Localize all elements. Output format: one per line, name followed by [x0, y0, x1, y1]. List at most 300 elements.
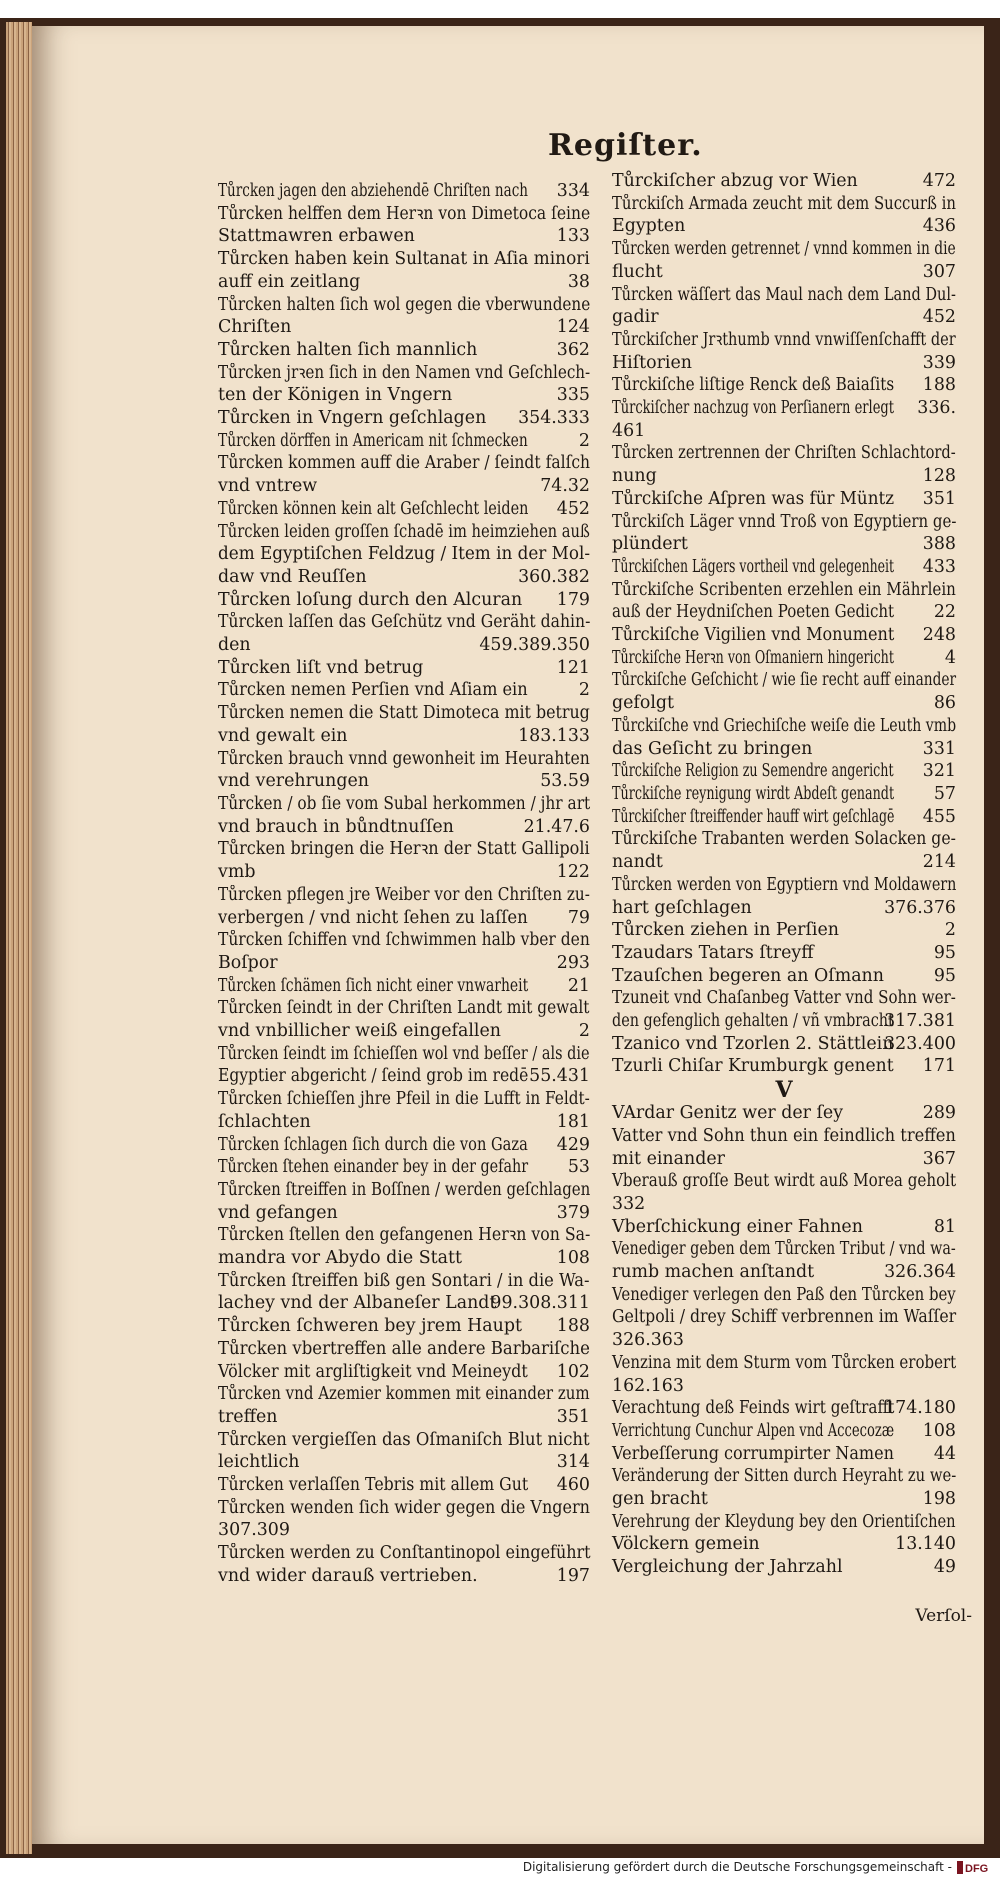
index-entry	[612, 783, 956, 806]
page-reference: 133	[556, 226, 590, 247]
page-reference: 108	[922, 1420, 956, 1441]
index-entry	[218, 294, 590, 317]
page-reference: 367	[922, 1148, 956, 1169]
page-reference: 429	[556, 1134, 590, 1155]
entry-text: Tůrckiſche Trabanten werden Solacken ge-	[612, 829, 956, 850]
index-entry	[612, 1556, 956, 1579]
index-entry	[612, 692, 956, 715]
index-entry	[218, 770, 590, 793]
page-reference: 171	[922, 1056, 956, 1077]
entry-text: Tůrckiſch Armada zeucht mit dem Succurß in	[612, 193, 956, 214]
index-entry	[612, 1261, 956, 1284]
entry-text: Tůrcken wäſſert das Maul nach dem Land Dul-	[612, 284, 956, 305]
entry-text: Tůrcken ſeindt in der Chriſten Landt mit gewalt	[218, 998, 590, 1019]
index-entry	[612, 919, 956, 942]
page-reference: 53.59	[540, 771, 590, 792]
index-entry	[612, 987, 956, 1010]
page-reference: 21.47.6	[523, 816, 590, 837]
entry-text: Vberſchickung einer Fahnen	[612, 1216, 863, 1237]
page-reference: 351	[556, 1406, 590, 1427]
index-entry	[612, 647, 956, 670]
index-entry	[612, 193, 956, 216]
entry-text: Tůrckiſcher nachzug von Perſianern erlegt	[612, 398, 895, 419]
index-entry	[218, 589, 590, 612]
entry-text: Venediger geben dem Tůrcken Tribut / vnd wa-	[612, 1239, 956, 1260]
entry-text: Tůrcken werden getrennet / vnnd kommen in die	[612, 239, 956, 260]
entry-text: VArdar Genitz wer der ſey	[612, 1103, 844, 1124]
index-entry	[218, 1156, 590, 1179]
entry-text: 332	[612, 1193, 646, 1214]
entry-text: Tůrcken ſtreiffen biß gen Sontari / in die Wa-	[218, 1270, 590, 1291]
index-entry	[218, 725, 590, 748]
entry-text: Tůrcken ſtellen den gefangenen Herꝛn von Sa-	[218, 1225, 591, 1246]
entry-text: Tzaudars Tatars ſtreyff	[612, 942, 814, 963]
entry-text: Tůrcken pflegen jre Weiber vor den Chriſten zu-	[218, 884, 590, 905]
entry-text: Tůrckiſcher ſtreiffender hauff wirt geſchlagē	[612, 806, 895, 827]
page-reference: 2	[578, 430, 590, 451]
entry-text: nung	[612, 466, 657, 487]
entry-text: Tůrcken können kein alt Geſchlecht leiden	[218, 498, 529, 519]
index-entry	[218, 952, 590, 975]
entry-text: rumb machen anſtandt	[612, 1262, 815, 1283]
index-entry	[612, 1170, 956, 1193]
index-entry	[612, 1352, 956, 1375]
index-entry	[218, 997, 590, 1020]
entry-text: Tůrcken laſſen das Geſchütz vnd Geräht dahin-	[218, 612, 591, 633]
page-reference: 181	[556, 1111, 590, 1132]
index-entry	[612, 488, 956, 511]
page-reference: 122	[556, 862, 590, 883]
page-reference: 81	[933, 1216, 956, 1237]
index-entry	[218, 793, 590, 816]
entry-text: vnd verehrungen	[218, 771, 369, 792]
entry-text: Völckern gemein	[612, 1534, 760, 1555]
page-reference: 335	[556, 385, 590, 406]
page-reference: 314	[556, 1452, 590, 1473]
section-letter: V	[775, 1077, 793, 1104]
index-entry	[218, 1292, 590, 1315]
entry-text: Tůrcken zertrennen der Chriſten Schlachtord-	[612, 443, 956, 464]
page-reference: 459.389.350	[479, 635, 590, 656]
entry-text: Geltpoli / drey Schiff verbrennen im Waſſer	[612, 1307, 957, 1328]
page-reference: 49	[933, 1557, 956, 1578]
index-entry	[612, 601, 956, 624]
entry-text: Tůrcken haben kein Sultanat in Aſia minori	[218, 249, 590, 270]
dfg-logo	[956, 1859, 994, 1876]
entry-text: auß der Heydniſchen Poeten Gedicht	[612, 602, 895, 623]
entry-text: Vberauß groſſe Beut wirdt auß Morea geholt	[612, 1171, 957, 1192]
page-reference: 53	[567, 1157, 590, 1178]
entry-text: Tůrcken ſtehen einander bey in der gefahr	[218, 1157, 529, 1178]
index-entry	[218, 929, 590, 952]
entry-text: Tzauſchen begeren an Oſmann	[612, 965, 884, 986]
page-reference: 179	[556, 589, 590, 610]
page-reference: 452	[556, 498, 590, 519]
entry-text: Tůrcken werden zu Conſtantinopol eingeführt	[218, 1543, 591, 1564]
entry-text: Tůrcken loſung durch den Alcuran	[218, 589, 523, 610]
index-entry	[612, 669, 956, 692]
page-reference: 108	[556, 1248, 590, 1269]
index-entry	[218, 180, 590, 203]
page-reference: 334	[556, 181, 590, 201]
index-entry	[612, 942, 956, 965]
index-entry	[218, 679, 590, 702]
index-entry	[218, 1497, 590, 1520]
entry-text: Tzuneit vnd Chaſanbeg Vatter vnd Sohn wer-	[612, 988, 956, 1009]
index-entry	[612, 511, 956, 534]
index-entry	[218, 634, 590, 657]
index-entry	[218, 1542, 590, 1565]
index-entry	[218, 611, 590, 634]
entry-text: mit einander	[612, 1148, 725, 1169]
page-reference: 188	[556, 1316, 590, 1337]
index-entry	[612, 306, 956, 329]
index-entry	[612, 1284, 956, 1307]
page-reference: 79	[567, 907, 590, 928]
index-entry	[612, 1216, 956, 1239]
entry-text: vnd gewalt ein	[218, 725, 348, 746]
entry-text: hart geſchlagen	[612, 897, 752, 918]
index-entry	[218, 1429, 590, 1452]
index-entry	[612, 1148, 956, 1171]
entry-text: Hiſtorien	[612, 352, 692, 373]
entry-text: mandra vor Abydo die Statt	[218, 1248, 462, 1269]
index-entry	[218, 1088, 590, 1111]
entry-text: Stattmawren erbawen	[218, 226, 415, 247]
entry-text: Tůrckiſche Vigilien vnd Monument	[612, 625, 895, 646]
page-reference: 188	[922, 375, 956, 396]
page-reference: 248	[922, 625, 956, 646]
entry-text: ten der Königen in Vngern	[218, 385, 453, 406]
entry-text: das Geſicht zu bringen	[612, 738, 813, 759]
page-reference: 128	[922, 466, 956, 487]
entry-text: vnd wider darauß vertrieben.	[218, 1565, 478, 1586]
index-entry	[612, 1193, 956, 1216]
entry-text: gadir	[612, 307, 659, 328]
page-reference: 307	[922, 261, 956, 282]
index-entry	[218, 543, 590, 566]
entry-text: Tůrcken nemen Perſien vnd Aſiam ein	[218, 680, 528, 701]
page-reference: 2	[578, 1021, 590, 1042]
index-entry	[612, 1033, 956, 1056]
index-entry	[218, 1043, 590, 1066]
index-entry	[612, 420, 956, 443]
page-reference: 4	[944, 647, 956, 668]
index-entry	[218, 1134, 590, 1157]
index-entry	[218, 407, 590, 430]
index-entry	[612, 624, 956, 647]
page-reference: 124	[556, 317, 590, 338]
index-entry	[218, 861, 590, 884]
page-reference: 293	[556, 952, 590, 973]
page-reference: 198	[922, 1489, 956, 1510]
entry-text: vmb	[218, 862, 256, 883]
index-entry	[218, 1247, 590, 1270]
page-reference: 289	[922, 1103, 956, 1124]
entry-text: Tůrcken leiden groſſen ſchadē im heimziehen auß	[218, 521, 590, 542]
index-entry	[612, 1329, 956, 1352]
page-reference: 436	[922, 216, 956, 237]
entry-text: Tůrcken helffen dem Herꝛn von Dimetoca ſeine	[218, 203, 591, 224]
page-reference: 354.333	[518, 408, 590, 429]
entry-text: Verachtung deß Feinds wirt geſtrafft	[612, 1398, 895, 1419]
page-reference: 379	[556, 1202, 590, 1223]
entry-text: Tůrckiſcher abzug vor Wien	[612, 171, 858, 191]
index-entry	[612, 1055, 956, 1078]
page-reference: 388	[922, 534, 956, 555]
entry-text: Tzurli Chiſar Krumburgk genent	[612, 1056, 894, 1077]
entry-text: lachey vnd der Albaneſer Landt	[218, 1293, 497, 1314]
entry-text: Egyptier abgericht / ſeind grob im redē	[218, 1066, 529, 1087]
entry-text: Tůrcken / ob ſie vom Subal herkommen / jhr art	[218, 793, 591, 814]
page-reference: 57	[933, 783, 956, 804]
page-reference: 2	[944, 920, 956, 941]
index-entry	[218, 1065, 590, 1088]
entry-text: auff ein zeitlang	[218, 271, 361, 292]
index-entry	[218, 521, 590, 544]
entry-text: Tůrcken ſtreiffen in Boſſnen / werden geſchlagen	[218, 1179, 591, 1200]
entry-text: Tůrckiſche liſtige Renck deß Baiaſits	[612, 375, 895, 396]
page-reference: 214	[922, 852, 956, 873]
page-reference: 74.32	[540, 476, 590, 497]
entry-text: Tůrcken jagen den abziehendē Chriſten nach	[218, 181, 529, 201]
index-entry	[218, 1565, 590, 1588]
entry-text: dem Egyptiſchen Feldzug / Item in der Mol-	[218, 544, 591, 565]
entry-text: 307.309	[218, 1520, 290, 1541]
entry-text: Tůrcken halten ſich wol gegen die vberwundene	[218, 294, 591, 315]
index-entry	[218, 975, 590, 998]
index-entry	[218, 816, 590, 839]
funding-note: Digitalisierung gefördert durch die Deutsche Forschungsgemeinschaft -	[522, 1860, 952, 1874]
page-reference: 21	[567, 975, 590, 996]
index-entry	[218, 1474, 590, 1497]
index-entry	[218, 1361, 590, 1384]
page-reference: 13.140	[895, 1534, 956, 1555]
entry-text: vnd vnbillicher weiß eingefallen	[218, 1021, 501, 1042]
page-reference: 38	[567, 271, 590, 292]
index-entry	[612, 374, 956, 397]
index-entry	[612, 1420, 956, 1443]
index-entry	[612, 238, 956, 261]
index-entry	[218, 748, 590, 771]
page-reference: 433	[922, 556, 956, 577]
page-reference: 2	[578, 680, 590, 701]
entry-text: 326.363	[612, 1330, 684, 1351]
index-entry	[612, 1397, 956, 1420]
index-entry	[612, 329, 956, 352]
index-entry	[218, 566, 590, 589]
page-reference: 376.376	[884, 897, 956, 918]
index-entry	[612, 170, 956, 193]
entry-text: Tůrcken werden von Egyptiern vnd Moldawern	[612, 874, 957, 895]
index-entry	[612, 760, 956, 783]
index-entry	[218, 339, 590, 362]
entry-text: Tůrckiſche Aſpren was für Müntz	[612, 488, 895, 509]
entry-text: Tůrcken vbertreffen alle andere Barbariſche	[218, 1338, 590, 1359]
entry-text: gefolgt	[612, 693, 675, 714]
index-entry	[612, 284, 956, 307]
entry-text: Egypten	[612, 216, 686, 237]
index-entry	[218, 657, 590, 680]
index-entry	[612, 352, 956, 375]
entry-text: Tůrckiſche Herꝛn von Oſmaniern hingericht	[612, 647, 894, 668]
index-entry	[612, 556, 956, 579]
running-head: Regiſter.	[548, 128, 703, 163]
entry-text: ſchlachten	[218, 1111, 311, 1132]
entry-text: Tůrcken bringen die Herꝛn der Statt Gallipoli	[218, 839, 590, 860]
index-entry	[218, 1202, 590, 1225]
entry-text: Tůrckiſcher Jrꝛthumb vnnd vnwiſſenſchafft der	[612, 329, 956, 350]
index-entry	[218, 1111, 590, 1134]
index-entry	[612, 1306, 956, 1329]
page-reference: 323.400	[884, 1033, 956, 1054]
entry-text: den	[218, 635, 251, 656]
entry-text: Tůrcken vnd Azemier kommen mit einander zum	[218, 1384, 590, 1405]
entry-text: Tůrcken halten ſich mannlich	[218, 339, 478, 360]
entry-text: Tůrcken vergieſſen das Oſmaniſch Blut nicht	[218, 1429, 590, 1450]
entry-text: Tůrckiſche vnd Griechiſche weiſe die Leuth vmb	[612, 715, 957, 736]
entry-text: Verbeſſerung corrumpirter Namen	[612, 1443, 894, 1464]
index-entry	[612, 465, 956, 488]
page-reference: 95	[933, 942, 956, 963]
page-reference: 331	[922, 738, 956, 759]
index-entry	[218, 225, 590, 248]
index-entry	[218, 1224, 590, 1247]
entry-text: Tůrckiſch Läger vnnd Troß von Egyptiern ge-	[612, 511, 957, 532]
index-entry	[218, 1315, 590, 1338]
index-entry	[218, 1020, 590, 1043]
entry-text: Tůrckiſche Scribenten erzehlen ein Mährlein	[612, 579, 956, 600]
index-entry	[218, 1519, 590, 1542]
entry-text: Tůrcken brauch vnnd gewonheit im Heurahten	[218, 748, 590, 769]
index-entry	[218, 838, 590, 861]
entry-text: Tůrckiſche Religion zu Semendre angericht	[612, 761, 894, 782]
index-entry	[612, 828, 956, 851]
index-entry	[218, 884, 590, 907]
entry-text: Chriſten	[218, 317, 292, 338]
index-entry	[612, 715, 956, 738]
index-entry	[612, 851, 956, 874]
index-entry	[218, 203, 590, 226]
entry-text: Tůrcken kommen auff die Araber / ſeindt falſch	[218, 453, 591, 474]
index-entry	[612, 1533, 956, 1556]
right-index-column	[612, 170, 956, 1579]
index-entry	[612, 1375, 956, 1398]
page-reference: 472	[922, 171, 956, 191]
index-entry	[218, 452, 590, 475]
page-reference: 336.	[917, 398, 956, 419]
page-reference: 102	[556, 1361, 590, 1382]
entry-text: Tůrcken ſchlagen ſich durch die von Gaza	[218, 1134, 528, 1155]
page-reference: 317.381	[884, 1011, 956, 1032]
index-entry	[612, 1102, 956, 1125]
entry-text: den gefenglich gehalten / vñ vmbracht	[612, 1011, 894, 1032]
index-entry	[612, 261, 956, 284]
page-reference: 452	[922, 307, 956, 328]
entry-text: Tůrcken wenden ſich wider gegen die Vngern	[218, 1497, 591, 1518]
index-entry	[612, 874, 956, 897]
index-entry	[218, 475, 590, 498]
page-reference: 44	[933, 1443, 956, 1464]
entry-text: Tůrckiſchen Lägers vortheil vnd gelegenheit	[612, 556, 895, 577]
entry-text: Venediger verlegen den Paß den Tůrcken bey	[612, 1284, 956, 1305]
entry-text: vnd gefangen	[218, 1202, 338, 1223]
page-reference: 455	[922, 806, 956, 827]
index-entry	[218, 498, 590, 521]
page-reference: 121	[556, 657, 590, 678]
entry-text: 162.163	[612, 1375, 684, 1396]
index-entry	[218, 1179, 590, 1202]
entry-text: daw vnd Reuſſen	[218, 566, 367, 587]
footer-bar	[0, 1858, 1000, 1878]
entry-text: Tůrcken ſchämen ſich nicht einer vnwarheit	[218, 975, 529, 996]
page-reference: 174.180	[884, 1398, 956, 1419]
index-entry	[612, 579, 956, 602]
index-entry	[218, 1338, 590, 1361]
page-reference: 460	[556, 1475, 590, 1496]
entry-text: Verrichtung Cunchur Alpen vnd Accecozæ	[612, 1420, 895, 1441]
dfg-logo-text: DFG	[965, 1863, 989, 1875]
index-entry	[612, 897, 956, 920]
entry-text: Boſpor	[218, 952, 278, 973]
page-edges	[6, 22, 32, 1854]
page-reference: 360.382	[518, 566, 590, 587]
entry-text: Völcker mit argliſtigkeit vnd Meineydt	[218, 1361, 528, 1382]
entry-text: treffen	[218, 1406, 278, 1427]
index-entry	[218, 384, 590, 407]
index-entry	[218, 1383, 590, 1406]
page-reference: 55.431	[529, 1066, 590, 1087]
index-entry	[612, 1238, 956, 1261]
entry-text: Tůrcken ziehen in Perſien	[612, 920, 839, 941]
index-entry	[612, 533, 956, 556]
entry-text: leichtlich	[218, 1452, 300, 1473]
entry-text: Tůrcken nemen die Statt Dimoteca mit betrug	[218, 703, 590, 724]
index-entry	[612, 806, 956, 829]
page-reference: 95	[933, 965, 956, 986]
left-index-column	[218, 180, 590, 1588]
index-entry	[612, 1125, 956, 1148]
index-entry	[612, 1511, 956, 1534]
entry-text: Tůrcken liſt vnd betrug	[218, 657, 424, 678]
index-entry	[218, 248, 590, 271]
entry-text: Tůrcken jrꝛen ſich in den Namen vnd Geſchlech-	[218, 362, 591, 383]
index-entry	[218, 1451, 590, 1474]
entry-text: Tůrcken ſchieſſen jhre Pfeil in die Lufft in Feldt-	[218, 1089, 590, 1110]
entry-text: gen bracht	[612, 1489, 708, 1510]
page-reference: 99.308.311	[490, 1293, 590, 1314]
entry-text: plündert	[612, 534, 688, 555]
index-entry	[612, 397, 956, 420]
entry-text: Tůrcken in Vngern geſchlagen	[218, 408, 487, 429]
page-reference: 86	[933, 693, 956, 714]
entry-text: Tůrcken dörffen in Americam nit ſchmecken	[218, 430, 528, 451]
entry-text: Venzina mit dem Sturm vom Tůrcken erobert	[612, 1352, 957, 1373]
page-reference: 339	[922, 352, 956, 373]
entry-text: vnd vntrew	[218, 476, 318, 497]
index-entry	[612, 1010, 956, 1033]
index-entry	[218, 702, 590, 725]
page-reference: 183.133	[518, 725, 590, 746]
entry-text: Vergleichung der Jahrzahl	[612, 1557, 843, 1578]
index-entry	[218, 430, 590, 453]
index-entry	[218, 316, 590, 339]
entry-text: Verehrung der Kleydung bey den Orientiſchen	[612, 1511, 956, 1532]
entry-text: vnd brauch in bůndtnuſſen	[218, 816, 454, 837]
page-reference: 351	[922, 488, 956, 509]
index-entry	[612, 1488, 956, 1511]
index-entry	[612, 1443, 956, 1466]
